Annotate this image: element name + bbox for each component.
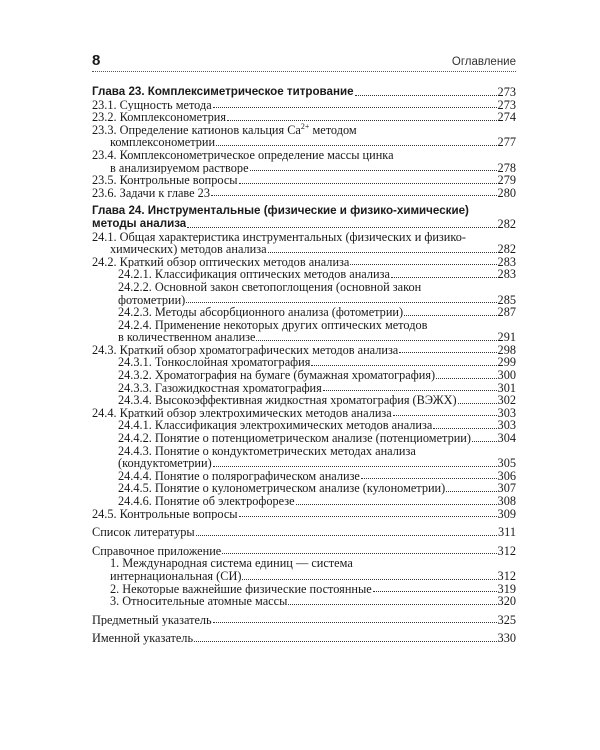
toc-appendix-item[interactable]: интернациональная (СИ) 312 — [110, 568, 516, 583]
toc-subsection[interactable]: в количественном анализе 291 — [118, 330, 516, 345]
toc-section[interactable]: 24.5. Контрольные вопросы 309 — [92, 506, 516, 521]
toc-entry[interactable]: 23.5. Контрольные вопросы 279 — [92, 173, 516, 188]
toc-entry-line[interactable]: 24.1. Общая характеристика инструментальных (физических и физико- — [92, 229, 466, 244]
toc-chapter-24-line2[interactable]: методы анализа 282 — [92, 216, 516, 231]
toc-appendix-item[interactable]: 3. Относительные атомные массы 320 — [110, 594, 516, 609]
page-number: 8 — [92, 52, 101, 69]
toc-section[interactable]: 24.3. Краткий обзор хроматографических методов анализа 298 — [92, 342, 516, 357]
toc-entry-line[interactable]: 23.3. Определение катионов кальция $Ca^{2+}$ методом — [92, 121, 357, 137]
toc-subsection[interactable]: фотометрии) 285 — [118, 292, 516, 307]
toc-subsection[interactable]: 24.4.2. Понятие о потенциометрическом анализе (потенциометрии) 304 — [118, 431, 516, 446]
toc-subsection[interactable]: 24.3.1. Тонкослойная хроматография 299 — [118, 355, 516, 370]
toc-subsection[interactable]: 24.2.1. Классификация оптических методов анализа 283 — [118, 267, 516, 282]
running-head: Оглавление — [451, 56, 516, 68]
toc-subsection[interactable]: 24.4.6. Понятие об электрофорезе 308 — [118, 494, 516, 508]
toc-entry[interactable]: 23.2. Комплексонометрия 274 — [92, 110, 516, 125]
toc-section[interactable]: 24.2. Краткий обзор оптических методов анализа 283 — [92, 254, 516, 269]
toc-subsection[interactable]: 24.2.3. Методы абсорбционного анализа (фотометрии) 287 — [118, 305, 516, 320]
table-of-contents — [92, 86, 516, 645]
toc-subject-index[interactable]: Предметный указатель 325 — [92, 612, 516, 627]
toc-chapter-24-group — [92, 205, 516, 230]
toc-subsection[interactable]: 24.3.2. Хроматография на бумаге (бумажная хроматография) 300 — [118, 368, 516, 383]
toc-entry-line[interactable]: 23.4. Комплексонометрическое определение массы цинка — [92, 147, 394, 162]
toc-chapter-23[interactable]: Глава 23. Комплексиметрическое титрование 273 — [92, 85, 516, 99]
toc-entry[interactable]: 23.6. Задачи к главе 23 280 — [92, 185, 516, 200]
toc-entry[interactable]: химических) методов анализа 282 — [110, 242, 516, 257]
toc-entry[interactable]: в анализируемом растворе 278 — [110, 160, 516, 175]
toc-entry[interactable]: 23.1. Сущность метода 273 — [92, 97, 516, 112]
toc-subsection[interactable]: (кондуктометрии) 305 — [118, 456, 516, 471]
toc-section[interactable]: 24.4. Краткий обзор электрохимических методов анализа 303 — [92, 405, 516, 420]
toc-appendix-item[interactable]: 2. Некоторые важнейшие физические постоянные 319 — [110, 581, 516, 596]
toc-subsection[interactable]: 24.3.3. Газожидкостная хроматография 301 — [118, 380, 516, 395]
toc-subsection[interactable]: 24.3.4. Высокоэффективная жидкостная хроматография (ВЭЖХ) 302 — [118, 393, 516, 408]
toc-subsection[interactable]: 24.4.4. Понятие о полярографическом анализе 306 — [118, 468, 516, 483]
toc-chapter-24[interactable]: Глава 24. Инструментальные (физические и физико-химические) — [92, 204, 469, 218]
toc-subsection[interactable]: 24.4.1. Классификация электрохимических методов анализа 303 — [118, 418, 516, 433]
toc-appendix-line[interactable]: 1. Международная система единиц — система — [110, 556, 353, 571]
toc-bibliography[interactable]: Список литературы 311 — [92, 525, 516, 540]
toc-name-index[interactable]: Именной указатель 330 — [92, 631, 516, 646]
toc-subsection-line[interactable]: 24.2.4. Применение некоторых других оптических методов — [118, 317, 428, 332]
toc-subsection-line[interactable]: 24.4.3. Понятие о кондуктометрических методах анализа — [118, 443, 416, 458]
toc-appendix[interactable]: Справочное приложение 312 — [92, 543, 516, 558]
toc-subsection[interactable]: 24.4.5. Понятие о кулонометрическом анализе (кулонометрии) 307 — [118, 481, 516, 496]
page-header — [92, 52, 516, 74]
header-rule — [92, 71, 516, 72]
toc-entry[interactable]: комплексонометрии 277 — [110, 135, 516, 150]
toc-subsection-line[interactable]: 24.2.2. Основной закон светопоглощения (основной закон — [118, 279, 422, 294]
